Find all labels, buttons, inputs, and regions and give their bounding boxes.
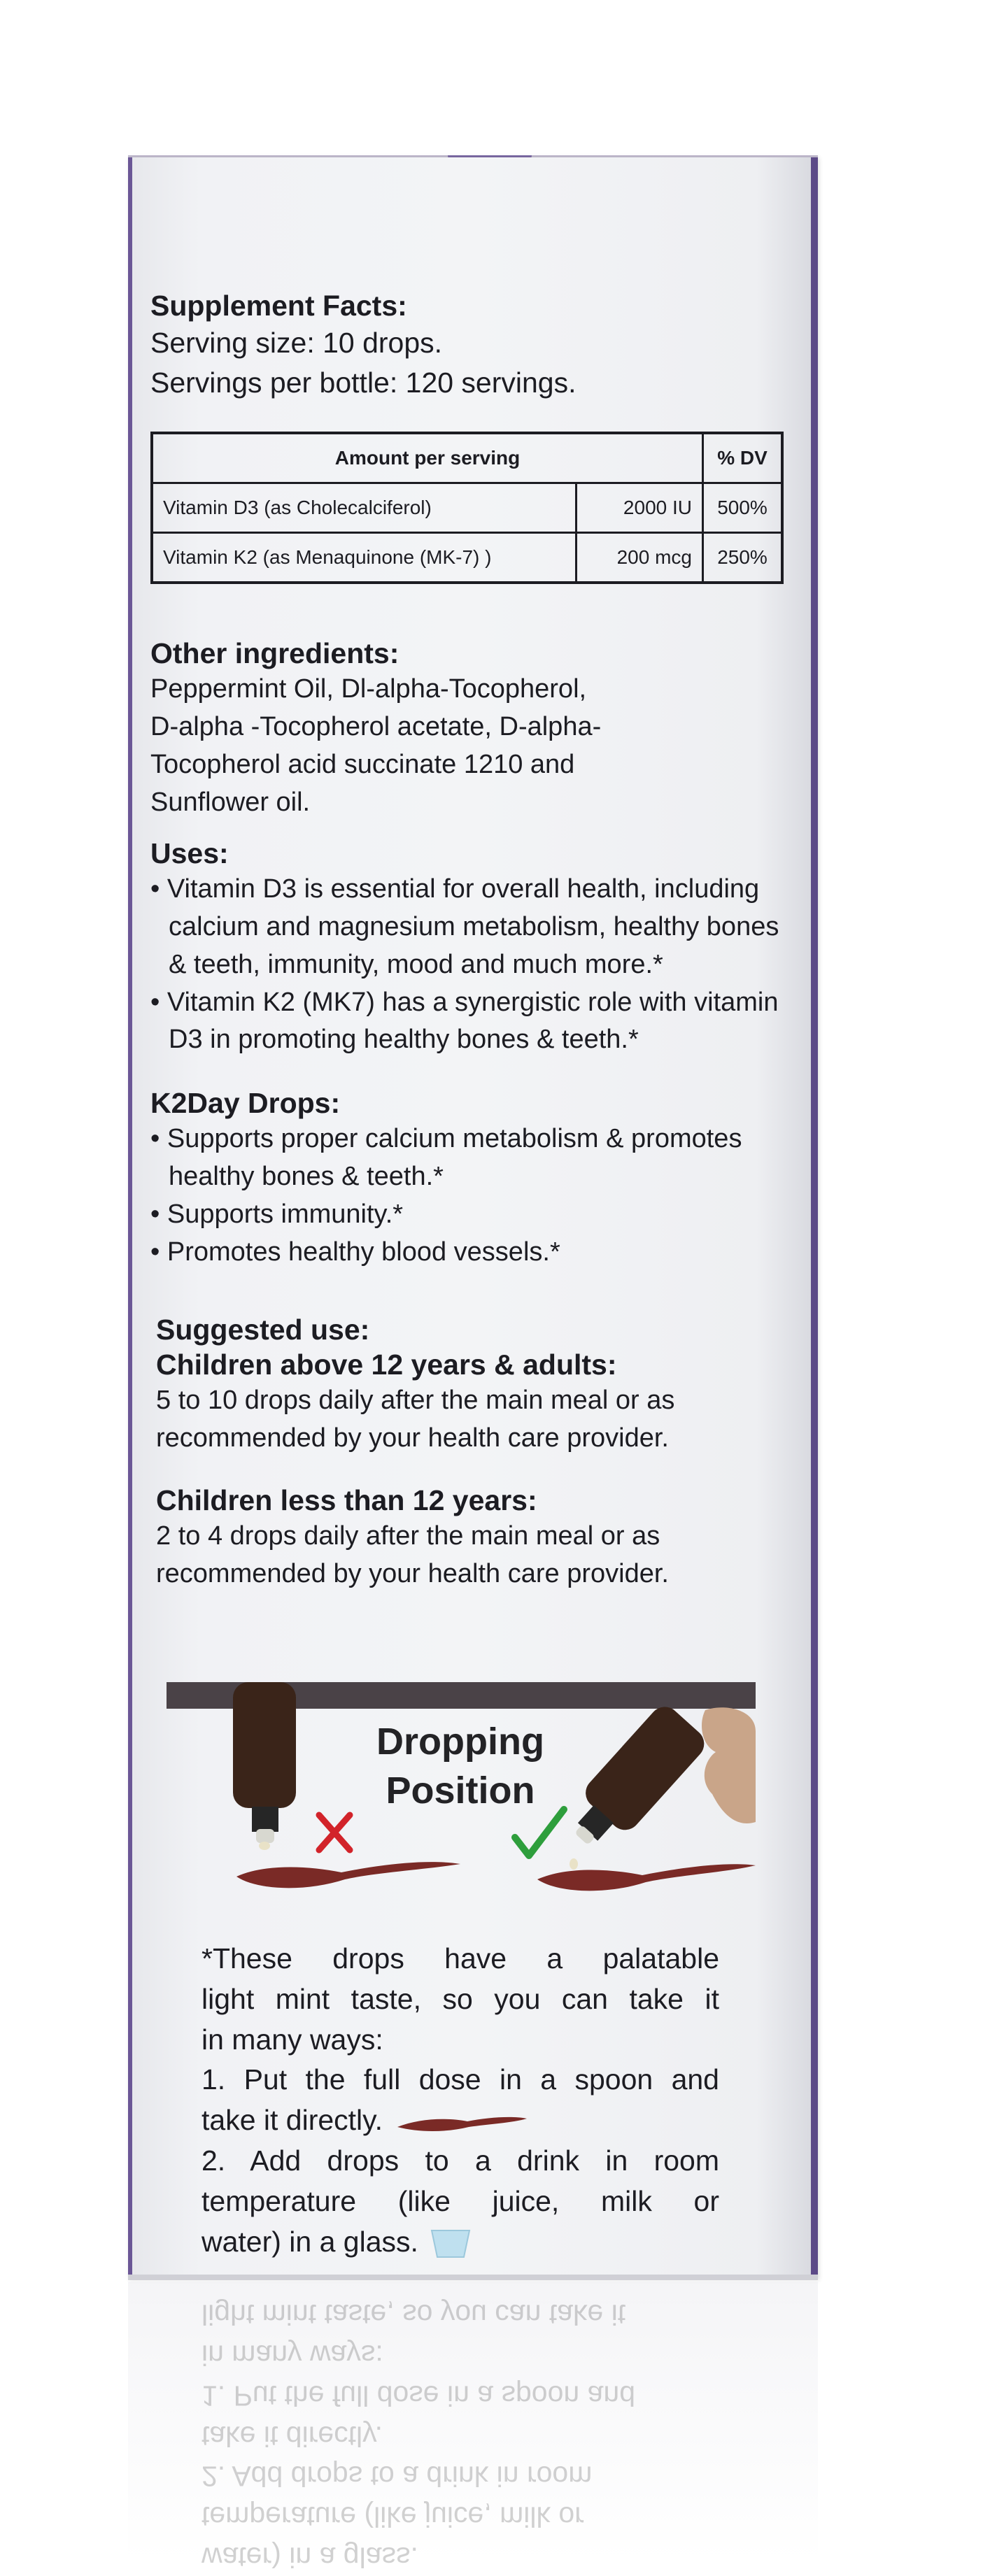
row-amount: 2000 IU bbox=[577, 483, 703, 532]
kids-text: 2 to 4 drops daily after the main meal or as recommended by your health care provider. bbox=[156, 1521, 669, 1589]
header-amount: Amount per serving bbox=[152, 433, 703, 483]
note-line: 2. Add drops to a drink in room bbox=[201, 2144, 719, 2177]
ingredient-line: Peppermint Oil, Dl-alpha-Tocopherol, bbox=[150, 674, 587, 704]
servings-per-bottle: Servings per bottle: 120 servings. bbox=[150, 367, 577, 399]
note-line: temperature (like juice, milk or bbox=[201, 2184, 719, 2217]
dropping-position-illustration bbox=[167, 1682, 756, 1920]
adults-text: 5 to 10 drops daily after the main meal or as recommended by your health care provider. bbox=[156, 1386, 675, 1453]
note-line: *These drops have a palatable bbox=[201, 1942, 719, 1974]
suggested-use-section bbox=[150, 1312, 784, 1593]
spoon-icon bbox=[236, 1862, 460, 1888]
note-line: 1. Put the full dose in a spoon and bbox=[201, 2063, 719, 2096]
table-row bbox=[152, 532, 782, 583]
dropping-position-title: Dropping Position bbox=[376, 1721, 544, 1812]
note-line: take it directly. bbox=[201, 2100, 719, 2141]
supplement-facts-table bbox=[150, 432, 784, 584]
kids-title: Children less than 12 years: bbox=[156, 1484, 537, 1517]
list-item: • Promotes healthy blood vessels.* bbox=[150, 1234, 784, 1272]
suggested-use-title: Suggested use: bbox=[156, 1314, 370, 1346]
supplement-facts-title: Supplement Facts: bbox=[150, 290, 407, 322]
list-item: • Supports proper calcium metabolism & promotes healthy bones & teeth.* bbox=[150, 1120, 784, 1196]
table-row bbox=[152, 483, 782, 532]
header-dv: % DV bbox=[703, 433, 783, 483]
usage-note bbox=[201, 1939, 719, 2262]
list-item: • Vitamin D3 is essential for overall health, including calcium and magnesium metabolism, healthy bones & teeth, immunity, mood and much more.* bbox=[150, 871, 784, 984]
surface-reflection bbox=[128, 2282, 818, 2576]
k2day-section bbox=[150, 1086, 784, 1272]
row-name: Vitamin D3 (as Cholecalciferol) bbox=[152, 483, 577, 532]
row-dv: 500% bbox=[703, 483, 783, 532]
list-item: • Vitamin K2 (MK7) has a synergistic role with vitamin D3 in promoting healthy bones & teeth.* bbox=[150, 984, 784, 1060]
glass-icon bbox=[426, 2228, 475, 2260]
cross-icon bbox=[319, 1815, 350, 1850]
uses-list bbox=[150, 871, 784, 1060]
k2day-list bbox=[150, 1120, 784, 1272]
ingredient-line: Tocopherol acid succinate 1210 and bbox=[150, 749, 575, 779]
spoon-icon bbox=[390, 2112, 530, 2133]
hand-icon bbox=[702, 1707, 756, 1823]
serving-size: Serving size: 10 drops. bbox=[150, 327, 443, 360]
other-ingredients-title: Other ingredients: bbox=[150, 636, 399, 669]
box-bottom-edge bbox=[128, 2275, 818, 2280]
bottle-tilted-icon bbox=[558, 1700, 710, 1860]
check-icon bbox=[515, 1809, 564, 1856]
list-item: • Supports immunity.* bbox=[150, 1196, 784, 1234]
row-amount: 200 mcg bbox=[577, 532, 703, 583]
label-content bbox=[150, 288, 784, 1593]
ingredient-line: D-alpha -Tocopherol acetate, D-alpha- bbox=[150, 711, 602, 741]
reflected-text: water) in a glass. temperature (like juice, milk or 2. Add drops to a drink in room take it directly. 1. Put the full dose in a spoon and in many ways: light mint taste, so you can take it bbox=[201, 2298, 636, 2574]
adults-title: Children above 12 years & adults: bbox=[156, 1349, 617, 1381]
ingredient-line: Sunflower oil. bbox=[150, 787, 311, 817]
uses-section bbox=[150, 836, 784, 1060]
spoon-icon bbox=[537, 1864, 756, 1891]
note-line: light mint taste, so you can take it bbox=[201, 1982, 719, 2015]
bottle-upright-icon bbox=[233, 1682, 296, 1850]
note-line: in many ways: bbox=[201, 2023, 383, 2056]
illustration-graphics bbox=[167, 1682, 756, 1920]
k2day-title: K2Day Drops: bbox=[150, 1087, 341, 1120]
note-line: water) in a glass. bbox=[201, 2222, 719, 2263]
row-dv: 250% bbox=[703, 532, 783, 583]
row-name: Vitamin K2 (as Menaquinone (MK-7) ) bbox=[152, 532, 577, 583]
table-header-row bbox=[152, 433, 782, 483]
uses-title: Uses: bbox=[150, 837, 229, 869]
other-ingredients-section bbox=[150, 636, 784, 822]
